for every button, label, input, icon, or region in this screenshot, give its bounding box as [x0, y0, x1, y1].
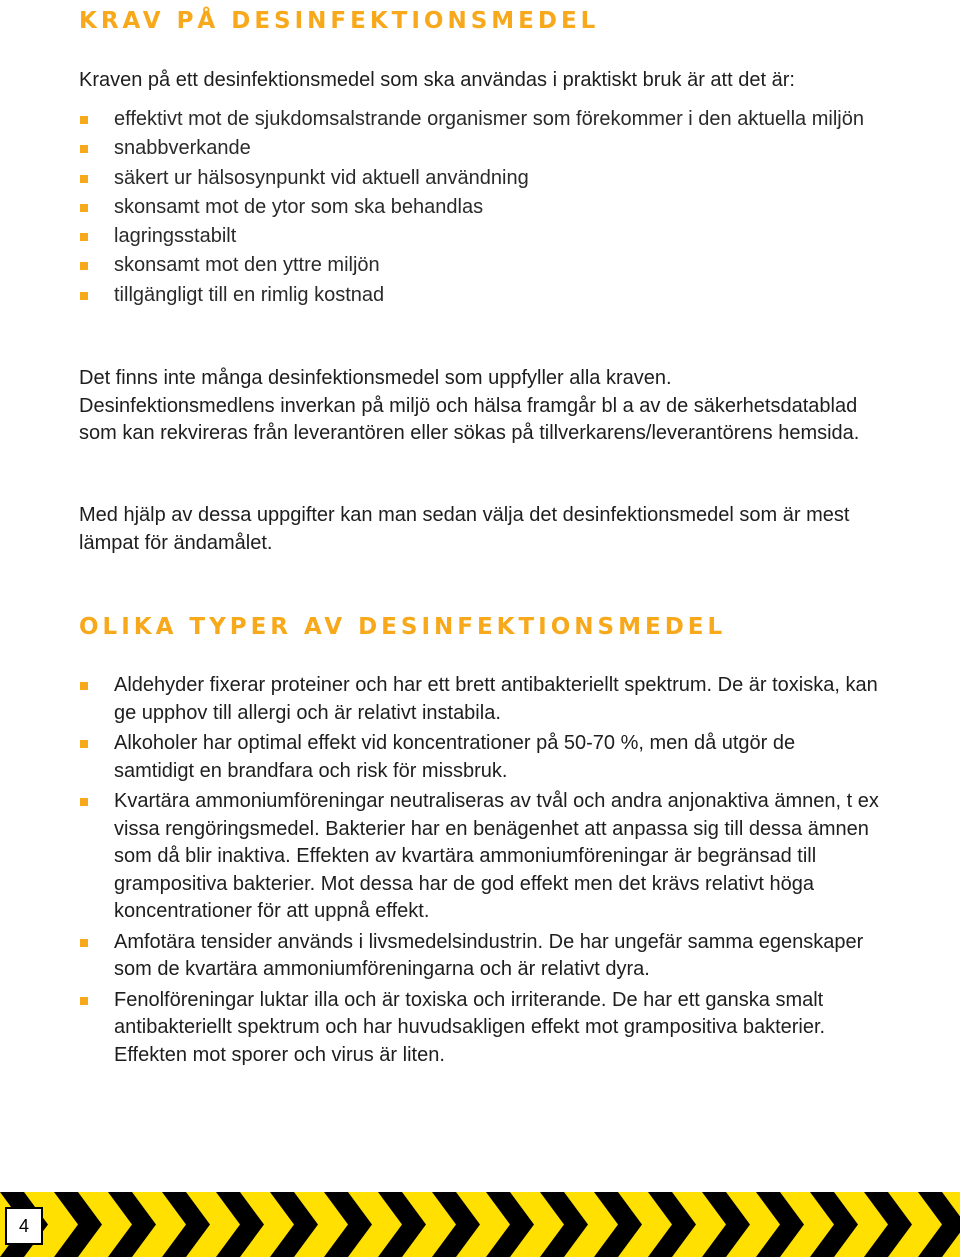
square-bullet-icon	[80, 997, 88, 1005]
list-item	[79, 987, 879, 1070]
chevron-stripe-decoration	[0, 1192, 960, 1257]
list-item-text: Kvartära ammoniumföreningar neutraliseras av tvål och andra anjonaktiva ämnen, t ex vissa rengöringsmedel. Bakterier har en benägenhet att anpassa sig till dessa ämnen som då blir inaktiva. Effekten av kvartära ammoniumföreningar är begränsad till grampositiva bakterier. Mot dessa har de god effekt men det krävs relativt höga koncentrationer för att uppnå effekt.	[114, 790, 879, 922]
list-item	[79, 105, 879, 134]
list-item	[79, 222, 879, 251]
square-bullet-icon	[80, 262, 88, 270]
list-item	[79, 788, 879, 926]
list-item	[79, 281, 879, 310]
square-bullet-icon	[80, 233, 88, 241]
list-item-text: Aldehyder fixerar proteiner och har ett brett antibakteriellt spektrum. De är toxiska, kan ge upphov till allergi och är relativt instabila.	[114, 674, 878, 724]
list-item	[79, 730, 879, 785]
list-item-text: Amfotära tensider används i livsmedelsindustrin. De har ungefär samma egenskaper som de kvartära ammoniumföreningarna och är relativt dyra.	[114, 930, 864, 980]
intro-text: Kraven på ett desinfektionsmedel som ska användas i praktiskt bruk är att det är:	[79, 69, 795, 91]
list-item-text: lagringsstabilt	[114, 225, 237, 248]
list-item-text: effektivt mot de sjukdomsalstrande organismer som förekommer i den aktuella miljön	[114, 108, 864, 130]
types-list	[79, 672, 879, 1072]
list-item-text: säkert ur hälsosynpunkt vid aktuell användning	[114, 166, 529, 189]
square-bullet-icon	[80, 292, 88, 300]
list-item	[79, 251, 879, 280]
square-bullet-icon	[80, 939, 88, 947]
list-item-text: Alkoholer har optimal effekt vid koncentrationer på 50-70 %, men då utgör de samtidigt en brandfara och risk för missbruk.	[114, 732, 796, 782]
square-bullet-icon	[80, 740, 88, 748]
list-item	[79, 929, 879, 984]
list-item-text: Fenolföreningar luktar illa och är toxiska och irriterande. De har ett ganska smalt antibakteriellt spektrum och har huvudsakligen effekt mot grampositiva bakterier. Effekten mot sporer och virus är liten.	[114, 988, 826, 1066]
list-item	[79, 164, 879, 193]
list-item	[79, 134, 879, 163]
square-bullet-icon	[80, 175, 88, 183]
list-item-text: skonsamt mot den yttre miljön	[114, 254, 380, 277]
list-item-text: snabbverkande	[114, 137, 251, 160]
section-heading-types: OLIKA TYPER AV DESINFEKTIONSMEDEL	[79, 614, 727, 640]
list-item-text: skonsamt mot de ytor som ska behandlas	[114, 195, 484, 218]
square-bullet-icon	[80, 798, 88, 806]
section-heading-requirements: KRAV PÅ DESINFEKTIONSMEDEL	[79, 8, 600, 34]
square-bullet-icon	[80, 116, 88, 124]
paragraph-availability: Det finns inte många desinfektionsmedel som uppfyller alla kraven. Desinfektionsmedlens inverkan på miljö och hälsa framgår bl a av de säkerhetsdatablad som kan rekvireras från leverantören eller sökas på tillverkarens/leverantörens hemsida.	[79, 367, 860, 444]
requirements-list	[79, 105, 879, 310]
paragraph-selection: Med hjälp av dessa uppgifter kan man sedan välja det desinfektionsmedel som är mest lämpat för ändamålet.	[79, 504, 850, 554]
page-number: 4	[5, 1207, 43, 1245]
list-item	[79, 672, 879, 727]
square-bullet-icon	[80, 682, 88, 690]
square-bullet-icon	[80, 145, 88, 153]
list-item	[79, 193, 879, 222]
list-item-text: tillgängligt till en rimlig kostnad	[114, 283, 385, 306]
square-bullet-icon	[80, 204, 88, 212]
